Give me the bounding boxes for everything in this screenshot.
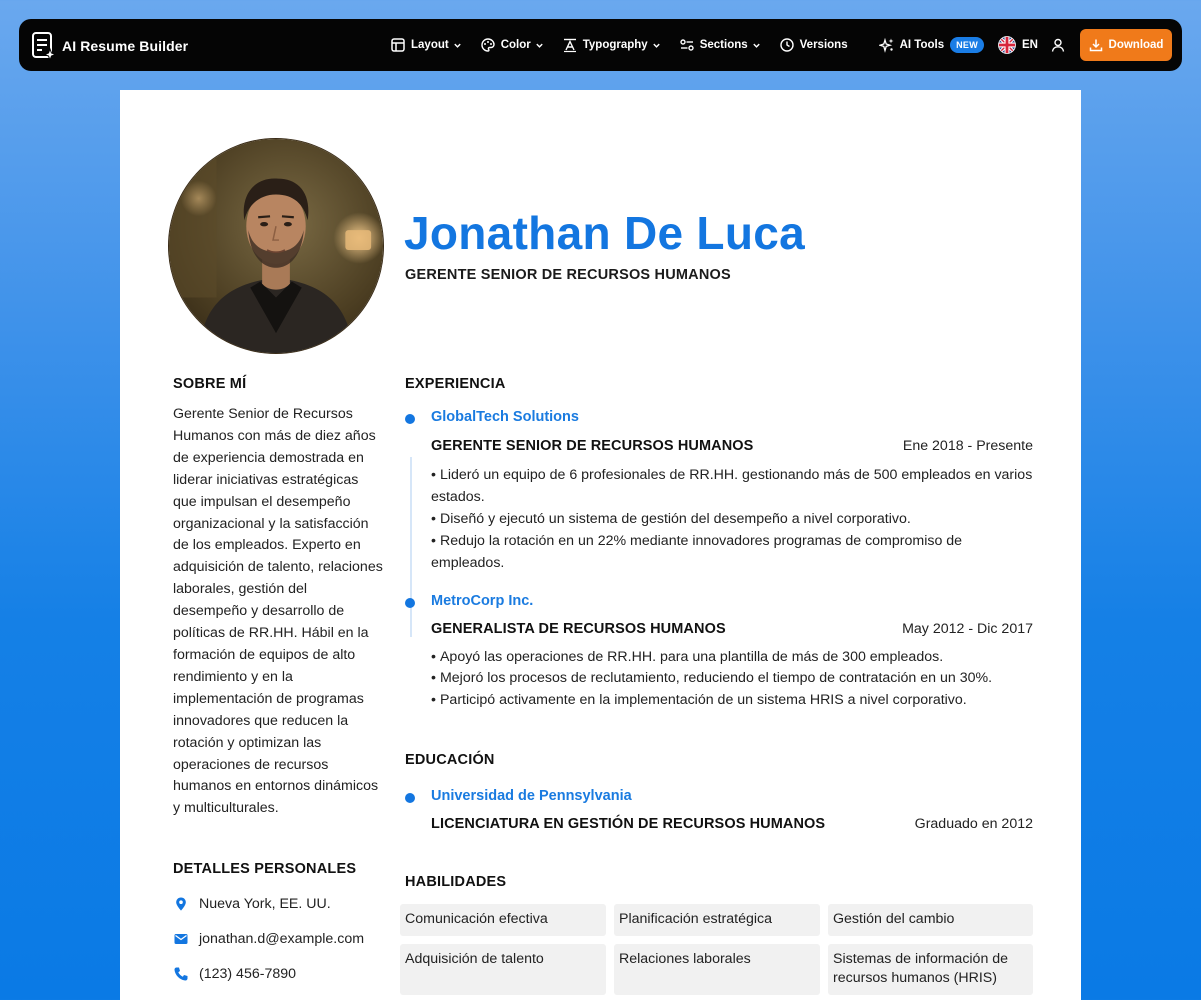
app-title: AI Resume Builder bbox=[62, 38, 189, 54]
uk-flag-icon bbox=[998, 36, 1016, 54]
role-row bbox=[431, 438, 1033, 454]
email-detail[interactable] bbox=[173, 931, 383, 947]
menu-color-label: Color bbox=[500, 39, 531, 51]
menu-versions-label: Versions bbox=[799, 39, 848, 51]
role-dates: Ene 2018 - Presente bbox=[902, 438, 1033, 454]
experience-entry[interactable] bbox=[431, 593, 1033, 713]
user-icon[interactable] bbox=[1050, 37, 1066, 53]
location-pin-icon bbox=[173, 896, 189, 912]
language-selector[interactable] bbox=[998, 36, 1038, 54]
toolbar-menu bbox=[390, 19, 866, 71]
skill-tag[interactable]: Comunicación efectiva bbox=[400, 904, 606, 936]
download-button[interactable] bbox=[1080, 29, 1172, 61]
education-list bbox=[405, 788, 1033, 832]
profile-portrait-image bbox=[169, 139, 383, 353]
right-tools bbox=[879, 19, 1172, 71]
achievement-item: • Redujo la rotación en un 22% mediante innovadores programas de compromiso de empleados. bbox=[431, 531, 1033, 575]
menu-layout[interactable] bbox=[390, 37, 462, 53]
graduation-date: Graduado en 2012 bbox=[914, 816, 1033, 833]
company-name: MetroCorp Inc. bbox=[431, 592, 534, 609]
timeline-line bbox=[410, 457, 412, 637]
timeline-dot bbox=[405, 598, 415, 608]
achievement-list bbox=[431, 647, 1033, 713]
location-text: Nueva York, EE. UU. bbox=[199, 896, 331, 913]
menu-typography-label: Typography bbox=[582, 39, 648, 51]
role-title: GENERALISTA DE RECURSOS HUMANOS bbox=[431, 620, 726, 637]
skills-grid bbox=[400, 904, 1033, 995]
role-dates: May 2012 - Dic 2017 bbox=[902, 620, 1033, 637]
skill-tag[interactable]: Planificación estratégica bbox=[614, 904, 820, 936]
education-entry[interactable] bbox=[431, 788, 1033, 832]
education-heading[interactable]: EDUCACIÓN bbox=[405, 752, 495, 769]
about-heading[interactable]: SOBRE MÍ bbox=[173, 376, 247, 392]
brand[interactable] bbox=[31, 31, 188, 61]
language-code: EN bbox=[1022, 39, 1038, 51]
sparkles-icon bbox=[879, 37, 895, 53]
personal-details-heading[interactable]: DETALLES PERSONALES bbox=[173, 861, 357, 878]
chevron-down-icon bbox=[535, 41, 544, 50]
chevron-down-icon bbox=[453, 41, 462, 50]
about-text[interactable]: Gerente Senior de Recursos Humanos con más de diez años de experiencia demostrada en liderar iniciativas estratégicas que impulsan el desempeño organizacional y la satisfacción de los empleados. Experto en adquisición de talento, relaciones laborales, gestión del desempeño y desarrollo de políticas de RR.HH. Hábil en la formación de equipos de alto rendimiento y en la implementación de programas innovadores que reducen la rotación y optimizan las operaciones de recursos humanos en entornos dinámicos y multiculturales. bbox=[173, 406, 383, 817]
download-icon bbox=[1089, 38, 1103, 52]
layout-icon bbox=[390, 37, 406, 53]
company-name: GlobalTech Solutions bbox=[431, 409, 579, 425]
degree-row bbox=[431, 816, 1033, 832]
menu-layout-label: Layout bbox=[411, 39, 449, 51]
profile-photo[interactable] bbox=[168, 138, 384, 354]
phone-text: (123) 456-7890 bbox=[199, 966, 297, 983]
experience-entry[interactable] bbox=[431, 409, 1033, 575]
new-badge: NEW bbox=[950, 37, 984, 53]
phone-icon bbox=[173, 966, 189, 982]
skills-heading[interactable]: HABILIDADES bbox=[405, 874, 507, 891]
sections-icon bbox=[679, 37, 695, 53]
role-row bbox=[431, 621, 1033, 637]
ai-tools-label: AI Tools bbox=[899, 39, 945, 51]
role-title: GERENTE SENIOR DE RECURSOS HUMANOS bbox=[431, 438, 754, 454]
chevron-down-icon bbox=[652, 41, 661, 50]
menu-sections[interactable] bbox=[679, 37, 761, 53]
achievement-item: • Lideró un equipo de 6 profesionales de RR.HH. gestionando más de 500 empleados en varios estados. bbox=[431, 465, 1033, 509]
phone-detail[interactable] bbox=[173, 966, 383, 982]
degree-title: LICENCIATURA EN GESTIÓN DE RECURSOS HUMANOS bbox=[431, 816, 826, 833]
achievement-list bbox=[431, 465, 1033, 575]
palette-icon bbox=[480, 37, 496, 53]
skill-tag[interactable]: Adquisición de talento bbox=[400, 944, 606, 995]
email-text: jonathan.d@example.com bbox=[199, 931, 365, 948]
resume-page bbox=[120, 90, 1081, 1000]
resume-logo-icon bbox=[31, 31, 57, 61]
menu-versions[interactable] bbox=[779, 37, 848, 53]
candidate-title[interactable]: GERENTE SENIOR DE RECURSOS HUMANOS bbox=[405, 267, 731, 283]
email-icon bbox=[173, 931, 189, 947]
achievement-item: • Diseñó y ejecutó un sistema de gestión del desempeño a nivel corporativo. bbox=[431, 509, 1033, 531]
school-name: Universidad de Pennsylvania bbox=[431, 788, 632, 805]
download-label: Download bbox=[1108, 39, 1164, 51]
ai-tools-button[interactable] bbox=[879, 37, 984, 53]
experience-list bbox=[405, 409, 1033, 712]
chevron-down-icon bbox=[752, 41, 761, 50]
timeline-dot bbox=[405, 793, 415, 803]
top-navigation-bar bbox=[19, 19, 1182, 71]
skill-tag[interactable]: Gestión del cambio bbox=[828, 904, 1033, 936]
right-column bbox=[405, 376, 1033, 995]
skill-tag[interactable]: Sistemas de información de recursos humanos (HRIS) bbox=[828, 944, 1033, 995]
typography-icon bbox=[562, 37, 578, 53]
clock-icon bbox=[779, 37, 795, 53]
left-column bbox=[173, 376, 383, 982]
experience-heading[interactable]: EXPERIENCIA bbox=[405, 376, 506, 392]
achievement-item: • Participó activamente en la implementación de un sistema HRIS a nivel corporativo. bbox=[431, 690, 1033, 712]
achievement-item: • Mejoró los procesos de reclutamiento, reduciendo el tiempo de contratación en un 30%. bbox=[431, 668, 1033, 690]
menu-typography[interactable] bbox=[562, 37, 661, 53]
candidate-name[interactable]: Jonathan De Luca bbox=[404, 207, 805, 259]
menu-sections-label: Sections bbox=[699, 39, 748, 51]
location-detail[interactable] bbox=[173, 896, 383, 912]
achievement-item: • Apoyó las operaciones de RR.HH. para una plantilla de más de 300 empleados. bbox=[431, 647, 1033, 669]
skill-tag[interactable]: Relaciones laborales bbox=[614, 944, 820, 995]
timeline-dot bbox=[405, 414, 415, 424]
menu-color[interactable] bbox=[480, 37, 544, 53]
